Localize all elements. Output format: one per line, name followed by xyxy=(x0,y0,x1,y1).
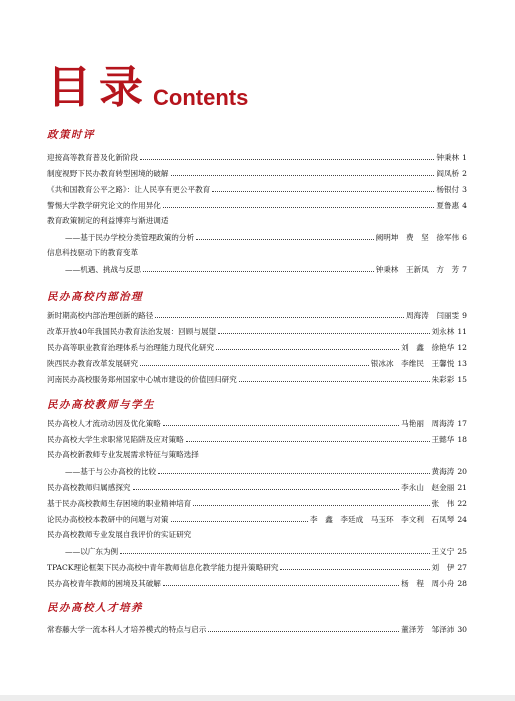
entry-page: 24 xyxy=(457,515,467,524)
entry-title: TPACK理论框架下民办高校中青年教师信息化教学能力提升策略研究 xyxy=(47,563,279,572)
entry-title: 新时期高校内部治理创新的路径 xyxy=(47,311,154,320)
entry-authors: 王懿华 xyxy=(431,435,455,444)
leader-dots xyxy=(158,464,429,474)
entry-title: 制度视野下民办教育转型困境的破解 xyxy=(47,169,169,178)
entry-page: 17 xyxy=(457,419,467,428)
toc-entry[interactable] xyxy=(47,372,467,386)
entry-authors: 阙明坤 费 坚 徐军伟 xyxy=(375,233,460,242)
page-title-en: Contents xyxy=(153,85,249,110)
entry-page: 4 xyxy=(462,201,467,210)
section-heading-policy: 政策时评 xyxy=(47,129,95,141)
entry-page: 28 xyxy=(457,579,467,588)
section-heading-teachers-students: 民办高校教师与学生 xyxy=(47,399,155,411)
toc-entry[interactable] xyxy=(47,198,467,212)
leader-dots xyxy=(196,230,374,240)
toc-entry[interactable] xyxy=(47,576,467,590)
entry-title: 民办高校人才流动动因及优化策略 xyxy=(47,419,161,428)
entry-title: 民办高校新教师专业发展需求特征与策略选择 xyxy=(47,450,199,459)
entry-page: 7 xyxy=(462,265,467,274)
entry-title: 《共和国教育公平之路》：让人民享有更公平教育 xyxy=(47,185,211,194)
toc-entry[interactable] xyxy=(47,512,467,526)
leader-dots xyxy=(171,166,435,176)
leader-dots xyxy=(239,372,430,382)
entry-authors: 夏鲁惠 xyxy=(436,201,460,210)
entry-subtitle: ——机遇、挑战与反思 xyxy=(65,265,141,274)
leader-dots xyxy=(143,262,374,272)
toc-entry[interactable] xyxy=(47,166,467,180)
toc-entry[interactable] xyxy=(47,308,467,322)
entry-page: 2 xyxy=(462,169,467,178)
entry-page: 22 xyxy=(457,499,467,508)
toc-entry-heading[interactable] xyxy=(47,448,467,462)
toc-entry[interactable] xyxy=(47,416,467,430)
toc-entry[interactable] xyxy=(47,622,467,636)
entry-page: 15 xyxy=(457,375,467,384)
leader-dots xyxy=(171,512,309,522)
entry-page: 20 xyxy=(457,467,467,476)
entry-authors: 马艳丽 周海涛 xyxy=(401,419,455,428)
entry-authors: 钟秉林 xyxy=(436,153,460,162)
entry-page: 13 xyxy=(457,359,467,368)
toc-entry[interactable] xyxy=(47,230,467,244)
entry-title: 民办高校教师专业发展自我评价的实证研究 xyxy=(47,530,192,539)
entry-subtitle: ——基于与公办高校的比较 xyxy=(65,467,157,476)
toc-entry[interactable] xyxy=(47,496,467,510)
entry-page: 21 xyxy=(457,483,467,492)
leader-dots xyxy=(193,496,429,506)
entry-authors: 李 鑫 李廷成 马玉环 李文利 石凤琴 xyxy=(310,515,455,524)
entry-authors: 王义宁 xyxy=(431,547,455,556)
leader-dots xyxy=(140,150,434,160)
leader-dots xyxy=(212,182,434,192)
entry-authors: 董泽芳 邹泽沛 xyxy=(401,625,455,634)
leader-dots xyxy=(216,340,399,350)
leader-dots xyxy=(280,560,429,570)
leader-dots xyxy=(140,356,369,366)
leader-dots xyxy=(163,198,434,208)
entry-title: 河南民办高校服务郑州国家中心城市建设的价值回归研究 xyxy=(47,375,237,384)
leader-dots xyxy=(163,416,399,426)
entry-authors: 杨银付 xyxy=(436,185,460,194)
leader-dots xyxy=(186,432,430,442)
entry-authors: 阎凤桥 xyxy=(436,169,460,178)
leader-dots xyxy=(120,544,429,554)
toc-entry[interactable] xyxy=(47,544,467,558)
entry-page: 25 xyxy=(457,547,467,556)
entry-title: 民办高校青年教师的困境及其破解 xyxy=(47,579,161,588)
entry-title: 陕西民办教育改革发展研究 xyxy=(47,359,139,368)
entry-title: 迎接高等教育普及化新阶段 xyxy=(47,153,139,162)
leader-dots xyxy=(208,622,399,632)
entry-page: 18 xyxy=(457,435,467,444)
entry-authors: 刘 鑫 徐艳华 xyxy=(401,343,455,352)
toc-entry[interactable] xyxy=(47,432,467,446)
toc-entry[interactable] xyxy=(47,340,467,354)
entry-title: 民办高校大学生求职常见陷阱及应对策略 xyxy=(47,435,184,444)
entry-title: 论民办高校校本教研中的问题与对策 xyxy=(47,515,169,524)
entry-page: 6 xyxy=(462,233,467,242)
leader-dots xyxy=(155,308,404,318)
leader-dots xyxy=(163,576,399,586)
entry-authors: 刘永林 xyxy=(431,327,455,336)
entry-subtitle: ——以广东为例 xyxy=(65,547,119,556)
entry-subtitle: ——基于民办学校分类管理政策的分析 xyxy=(65,233,195,242)
entry-title: 警惕大学教学研究论文的作用异化 xyxy=(47,201,161,210)
entry-page: 12 xyxy=(457,343,467,352)
entry-authors: 杨 程 周小舟 xyxy=(401,579,455,588)
entry-title: 基于民办高校教师生存困境的职业精神培育 xyxy=(47,499,192,508)
entry-authors: 银冰冰 李维民 王馨悦 xyxy=(370,359,455,368)
entry-title: 民办高等职业教育治理体系与治理能力现代化研究 xyxy=(47,343,215,352)
entry-authors: 周海涛 闫丽雯 xyxy=(406,311,460,320)
leader-dots xyxy=(218,324,429,334)
entry-authors: 黄海涛 xyxy=(431,467,455,476)
entry-title: 信息科技驱动下的教育变革 xyxy=(47,248,139,257)
toc-entry-heading[interactable] xyxy=(47,246,467,260)
entry-authors: 李永山 赵金丽 xyxy=(401,483,455,492)
entry-title: 常春藤大学一流本科人才培养模式的特点与启示 xyxy=(47,625,207,634)
entry-authors: 张 伟 xyxy=(431,499,455,508)
entry-authors: 朱彩彩 xyxy=(431,375,455,384)
entry-page: 11 xyxy=(457,327,467,336)
toc-entry[interactable] xyxy=(47,560,467,574)
toc-entry[interactable] xyxy=(47,262,467,276)
toc-entry[interactable] xyxy=(47,324,467,338)
entry-page: 30 xyxy=(457,625,467,634)
section-heading-governance: 民办高校内部治理 xyxy=(47,291,143,303)
entry-page: 27 xyxy=(457,563,467,572)
page-title-cn: 目录 xyxy=(47,62,151,113)
entry-title: 改革开放40年我国民办教育法治发展：回顾与展望 xyxy=(47,327,217,336)
toc-entry-heading[interactable] xyxy=(47,214,467,228)
page-bottom-edge xyxy=(0,695,515,701)
toc-entry-heading[interactable] xyxy=(47,528,467,542)
toc-entry[interactable] xyxy=(47,464,467,478)
entry-authors: 刘 伊 xyxy=(431,563,455,572)
section-heading-talent-cultivation: 民办高校人才培养 xyxy=(47,602,143,614)
leader-dots xyxy=(133,480,400,490)
entry-page: 9 xyxy=(462,311,467,320)
toc-entry[interactable] xyxy=(47,480,467,494)
toc-entry[interactable] xyxy=(47,182,467,196)
toc-entry[interactable] xyxy=(47,150,467,164)
entry-page: 3 xyxy=(462,185,467,194)
entry-page: 1 xyxy=(462,153,467,162)
toc-entry[interactable] xyxy=(47,356,467,370)
entry-title: 民办高校教师归属感探究 xyxy=(47,483,131,492)
entry-authors: 钟秉林 王新凤 方 芳 xyxy=(375,265,460,274)
entry-title: 教育政策制定的利益博弈与渐进调适 xyxy=(47,216,169,225)
